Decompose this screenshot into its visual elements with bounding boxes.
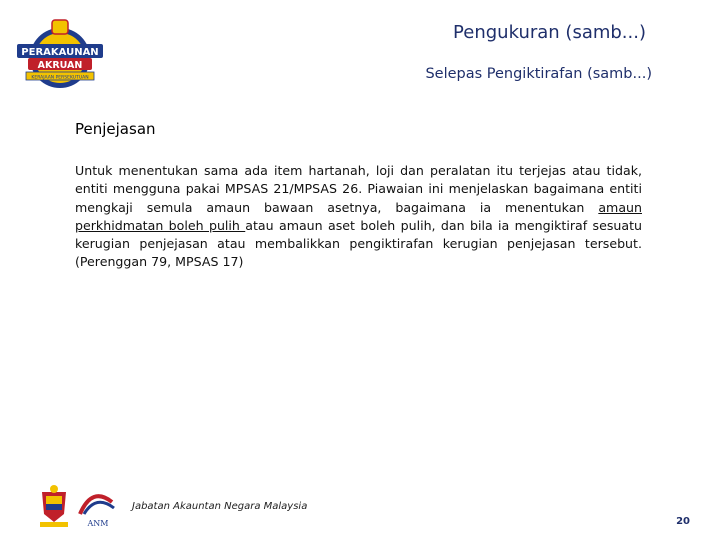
- footer-organization: Jabatan Akauntan Negara Malaysia: [132, 501, 308, 512]
- paragraph-part2: atau amaun aset boleh pulih, dan bila ia mengiktiraf sesuatu kerugian penjejasan atau membalikkan pengiktirafan kerugian penjejasan tersebut. (Perenggan 79, MPSAS 17): [75, 217, 642, 270]
- perakaunan-akruan-logo: [14, 18, 106, 90]
- logo-line2: AKRUAN: [37, 60, 83, 71]
- footer-logos: [36, 484, 120, 530]
- crest-icon: [52, 20, 68, 34]
- section-heading: Penjejasan: [75, 120, 156, 138]
- body-paragraph: [75, 162, 642, 272]
- paragraph-underlined-term: amaun perkhidmatan boleh pulih: [75, 199, 642, 233]
- logo-line1: PERAKAUNAN: [21, 47, 99, 58]
- page-subtitle: Selepas Pengiktirafan (samb...): [425, 66, 652, 82]
- page-title: Pengukuran (samb...): [453, 22, 646, 43]
- logo-ribbon: KERAJAAN PERSEKUTUAN: [31, 75, 89, 81]
- coat-of-arms-icon: [40, 485, 68, 527]
- paragraph-part1: Untuk menentukan sama ada item hartanah, loji dan peralatan itu terjejas atau tidak, entiti mengguna pakai MPSAS 21/MPSAS 26. Piawaian ini menjelaskan bagaimana entiti mengkaji semula amaun bawaan asetnya, bagaimana ia menentukan: [75, 163, 642, 215]
- page-number: 20: [676, 516, 690, 527]
- anm-logo-icon: [80, 496, 114, 528]
- anm-label: ANM: [87, 519, 109, 528]
